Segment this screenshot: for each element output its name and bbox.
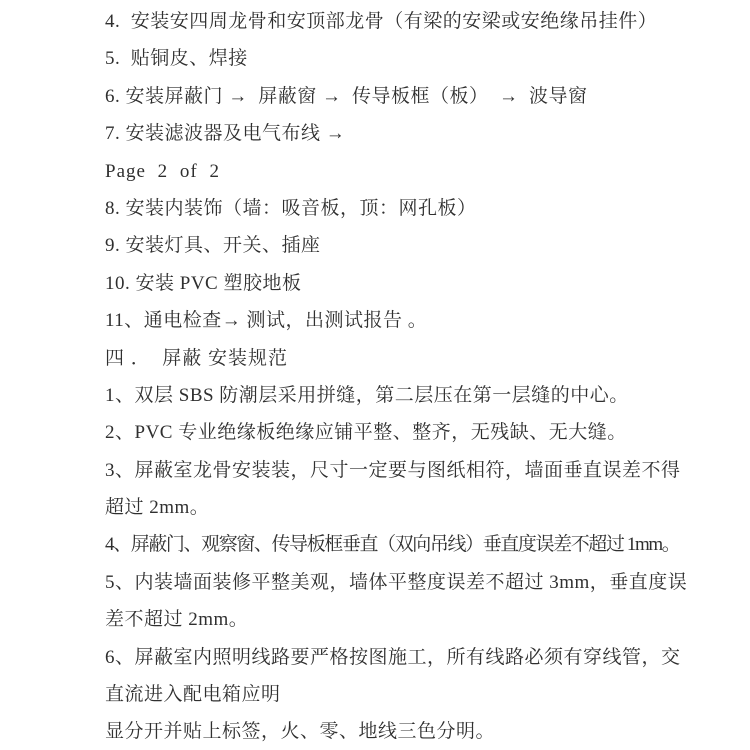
step-item-11: 11、通电检查→ 测试，出测试报告 。 (105, 310, 428, 332)
spec-item-1: 1、双层 SBS 防潮层采用拼缝，第二层压在第一层缝的中心。 (105, 384, 629, 406)
section-heading: 四 ． 屏蔽 安装规范 (105, 347, 289, 369)
page-indicator: Page 2 of 2 (105, 160, 221, 182)
spec-item-3-cont: 超过 2mm。 (105, 497, 210, 519)
spec-item-4: 4、屏蔽门、观察窗、传导板框垂直（双向吊线）垂直度误差不超过 1mm。 (105, 534, 680, 556)
step-item-5: 5. 贴铜皮、焊接 (105, 48, 248, 70)
step-item-6: 6. 安装屏蔽门 → 屏蔽窗 → 传导板框（板） → 波导窗 (105, 85, 588, 107)
spec-item-5-cont: 差不超过 2mm。 (105, 609, 249, 631)
spec-item-6-cont-2: 显分开并贴上标签，火、零、地线三色分明。 (105, 721, 496, 743)
spec-item-3: 3、屏蔽室龙骨安装装，尺寸一定要与图纸相符，墙面垂直误差不得 (105, 459, 681, 481)
step-item-10: 10. 安装 PVC 塑胶地板 (105, 272, 302, 294)
step-item-7: 7. 安装滤波器及电气布线 → (105, 123, 346, 145)
step-item-4: 4. 安装安四周龙骨和安顶部龙骨（有梁的安梁或安绝缘吊挂件） (105, 11, 658, 32)
document-text-block (105, 3, 705, 750)
step-item-8: 8. 安装内装饰（墙：吸音板，顶：网孔板） (105, 197, 477, 219)
spec-item-6-cont: 直流进入配电箱应明 (105, 684, 281, 706)
spec-item-2: 2、PVC 专业绝缘板绝缘应铺平整、整齐，无残缺、无大缝。 (105, 422, 627, 444)
spec-item-5: 5、内装墙面装修平整美观，墙体平整度误差不超过 3mm，垂直度误 (105, 571, 688, 593)
spec-item-6: 6、屏蔽室内照明线路要严格按图施工，所有线路必须有穿线管，交 (105, 646, 681, 668)
step-item-9: 9. 安装灯具、开关、插座 (105, 235, 321, 257)
